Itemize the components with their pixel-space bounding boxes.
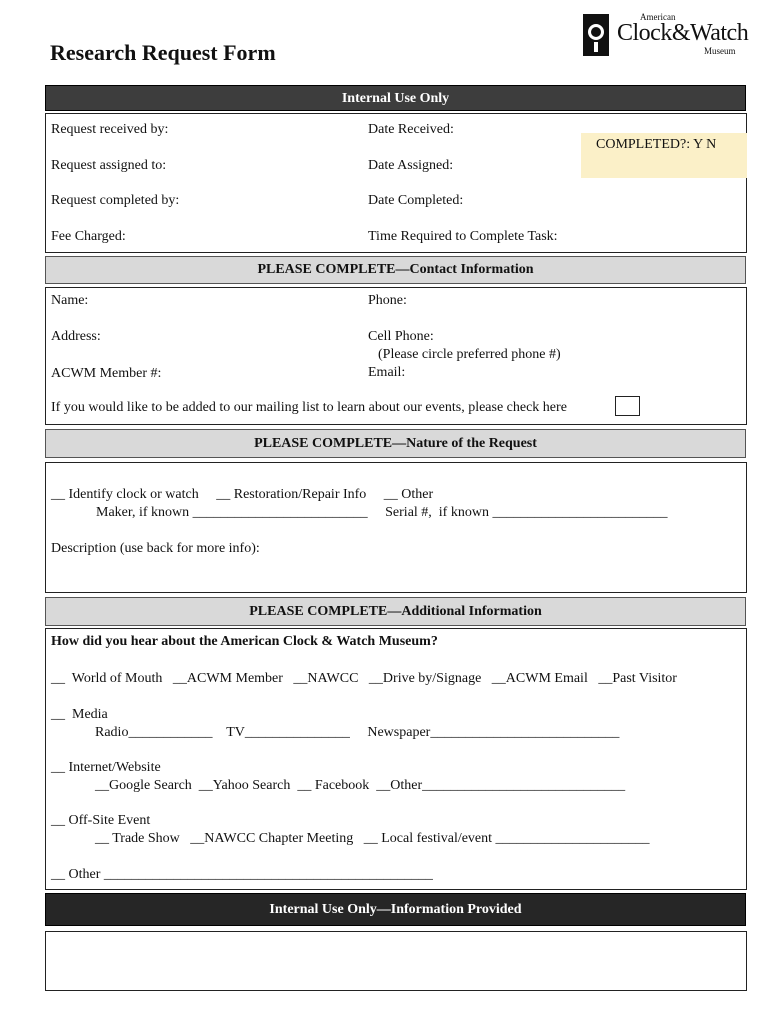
maker-serial-fields[interactable]: Maker, if known _________________________ Serial #, if known _________________________: [96, 505, 668, 520]
additional-info-header: PLEASE COMPLETE—Additional Information: [45, 597, 746, 626]
media-suboptions[interactable]: Radio____________ TV_______________ Newspaper___________________________: [95, 725, 620, 740]
cell-phone-field[interactable]: Cell Phone:: [368, 329, 434, 344]
completed-status-box: COMPLETED?: Y N: [581, 133, 747, 178]
logo-main-text: Clock&Watch: [617, 20, 749, 46]
preferred-phone-note: (Please circle preferred phone #): [378, 347, 561, 362]
name-field[interactable]: Name:: [51, 293, 89, 308]
source-question: How did you hear about the American Clock & Watch Museum?: [51, 634, 438, 649]
offsite-suboptions[interactable]: __ Trade Show __NAWCC Chapter Meeting __ Local festival/event ______________________: [95, 831, 650, 846]
phone-field[interactable]: Phone:: [368, 293, 407, 308]
source-options[interactable]: __ World of Mouth __ACWM Member __NAWCC __Drive by/Signage __ACWM Email __Past Visitor: [51, 671, 677, 686]
address-field[interactable]: Address:: [51, 329, 101, 344]
nature-request-section: [45, 462, 747, 593]
request-received-field[interactable]: Request received by:: [51, 122, 169, 137]
info-provided-header: Internal Use Only—Information Provided: [45, 893, 746, 926]
other-source-field[interactable]: __ Other _______________________________________________: [51, 867, 433, 882]
offsite-option[interactable]: __ Off-Site Event: [51, 813, 151, 828]
fee-charged-field[interactable]: Fee Charged:: [51, 229, 126, 244]
museum-logo: [583, 12, 748, 60]
request-completed-field[interactable]: Request completed by:: [51, 193, 180, 208]
time-required-field[interactable]: Time Required to Complete Task:: [368, 229, 558, 244]
logo-sub-text: Museum: [704, 46, 736, 56]
request-assigned-field[interactable]: Request assigned to:: [51, 158, 167, 173]
email-field[interactable]: Email:: [368, 365, 406, 380]
info-provided-section[interactable]: [45, 931, 747, 991]
page-title: Research Request Form: [50, 40, 276, 65]
date-assigned-field[interactable]: Date Assigned:: [368, 158, 454, 173]
description-field[interactable]: Description (use back for more info):: [51, 541, 260, 556]
clock-logo-icon: [583, 14, 609, 56]
internal-use-header: Internal Use Only: [45, 85, 746, 111]
contact-info-header: PLEASE COMPLETE—Contact Information: [45, 256, 746, 284]
internet-suboptions[interactable]: __Google Search __Yahoo Search __ Facebook __Other_____________________________: [95, 778, 626, 793]
additional-info-section: [45, 628, 747, 890]
member-number-field[interactable]: ACWM Member #:: [51, 366, 162, 381]
media-option[interactable]: __ Media: [51, 707, 108, 722]
mailing-list-checkbox[interactable]: [615, 396, 640, 416]
mailing-list-text: If you would like to be added to our mailing list to learn about our events, please check here: [51, 400, 567, 415]
date-completed-field[interactable]: Date Completed:: [368, 193, 464, 208]
logo-small-text: American: [640, 12, 676, 22]
request-type-options[interactable]: __ Identify clock or watch __ Restoration/Repair Info __ Other: [51, 487, 434, 502]
internet-option[interactable]: __ Internet/Website: [51, 760, 161, 775]
date-received-field[interactable]: Date Received:: [368, 122, 454, 137]
nature-request-header: PLEASE COMPLETE—Nature of the Request: [45, 429, 746, 458]
